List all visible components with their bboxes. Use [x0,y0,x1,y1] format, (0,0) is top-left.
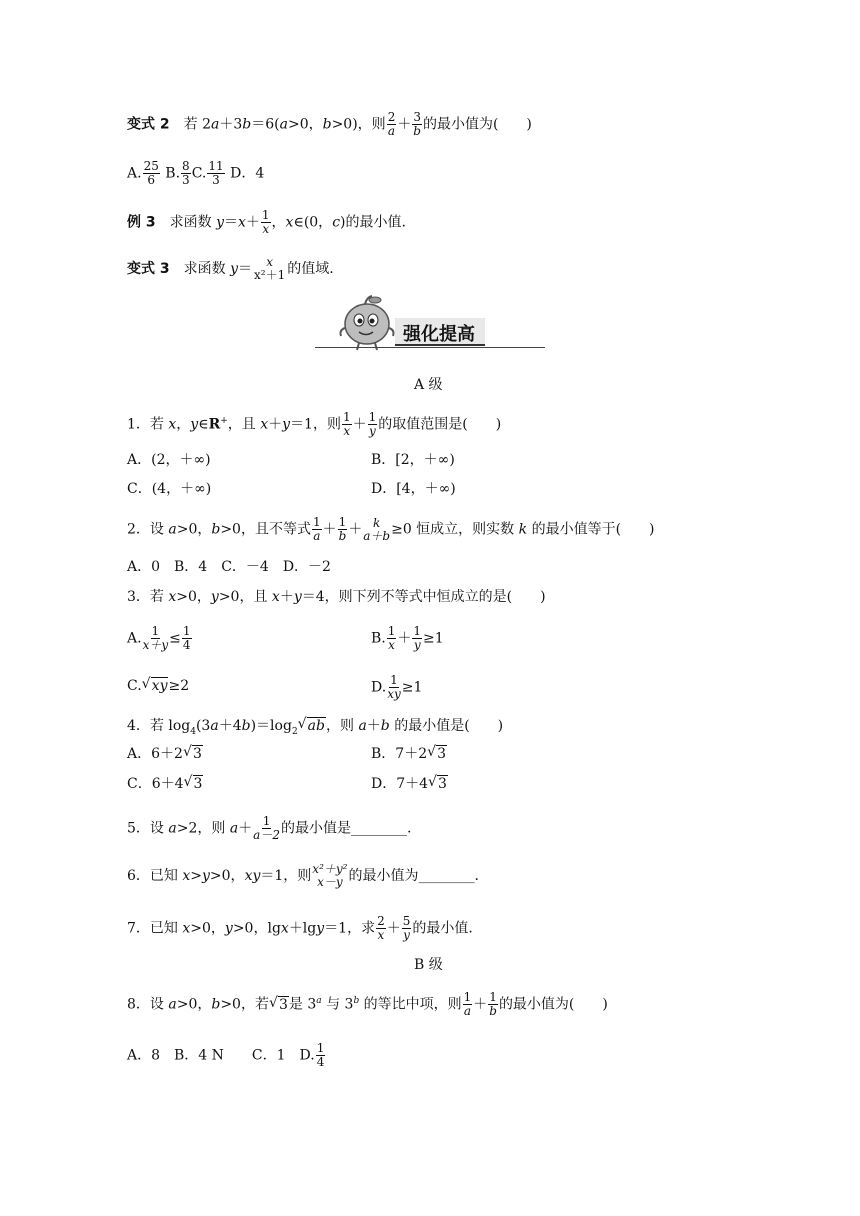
fraction [368,411,378,438]
denominator: a [387,124,396,138]
text: ＋ [352,416,367,433]
denominator: xy [387,687,401,701]
q3-option-d [371,674,422,701]
question-5 [127,815,411,842]
text: ＝1，则 [260,868,312,884]
q4-option-a [127,744,203,764]
text: A．6＋2 [127,746,183,762]
fraction [261,209,271,236]
text: D. [371,679,387,696]
denominator: 4 [182,638,191,652]
text: >0，若 [220,996,269,1013]
sqrt: √ 3 [182,744,202,762]
text: b [242,116,252,133]
text: C. [127,678,142,694]
text: 1．若 [127,416,169,433]
text: >0， [176,521,212,538]
question-8 [127,991,608,1018]
sqrt-content: 3 [438,776,447,792]
numerator: x [266,255,273,269]
text: 的最小值为________. [348,868,479,884]
text: + [220,416,228,426]
text: 与 3 [321,996,354,1013]
text: >0，lg [232,920,281,937]
text: b [211,996,221,1013]
text: 8．设 [127,996,169,1013]
numerator: 1 [182,624,191,638]
text: D．7＋4 [371,776,429,792]
text: 7．已知 [127,920,183,937]
numerator: 25 [143,159,159,173]
sqrt-content: 3 [192,746,202,762]
text: 的最小值等于( ) [527,521,655,538]
text: 若 2 [183,116,211,133]
text: a [358,718,367,734]
fraction [253,815,280,842]
text: C．6＋4 [127,776,184,792]
numerator: 1 [316,1041,325,1055]
sqrt: √ 3 [268,994,288,1013]
text: A. [127,165,142,182]
text: ≤ [169,630,181,647]
text: xy [244,868,261,884]
numerator: 1 [342,410,351,425]
apple-mascot-icon [337,294,401,352]
text: ＋ [268,416,283,433]
text: 的最小值. [412,920,473,937]
denominator: a＋b [363,528,391,543]
denominator: y [413,638,421,652]
denominator: x [388,638,395,652]
text: a [279,116,288,133]
text: >0， [176,996,212,1013]
text: ＋ [397,630,412,647]
fraction [387,625,397,652]
text: a [168,996,177,1013]
sqrt-content: 3 [437,746,447,762]
text: x [168,589,177,605]
text: x [271,589,280,605]
text: ∈(0， [293,214,333,231]
fraction [342,411,352,438]
numerator: 1 [463,990,472,1005]
fraction [143,160,160,187]
text: )＝log [250,718,292,734]
denominator: 4 [316,1055,325,1069]
variant3-label: 变式 3 [127,261,170,277]
fraction [338,516,348,543]
text: 6．已知 [127,868,183,884]
text: x [182,920,191,937]
text: x [260,416,269,433]
sqrt-content: ab [307,718,325,734]
fraction [402,915,412,942]
text: ≥1 [401,679,423,696]
numerator: 2 [387,110,396,124]
text: 求函数 [183,261,231,277]
text: 的最小值为( ) [498,996,608,1013]
denominator: x＋y [142,638,169,652]
section-title: 强化提高 [403,324,475,345]
sqrt: √ ab [297,716,325,734]
text: B. [160,165,181,182]
section-title-box [395,318,485,346]
text: y [190,416,199,433]
text: a [168,820,177,837]
text: ，则 [325,718,359,734]
text: >0，且 [218,589,272,605]
fraction [312,863,347,889]
text: y [282,416,291,433]
text: 2 [291,726,298,737]
denominator: b [489,1004,497,1019]
text: >2，则 [176,820,230,837]
fraction [253,256,286,282]
question-2 [127,516,655,543]
question-1 [127,411,501,438]
text: 的最小值是________. [280,820,412,837]
text: A. [127,630,142,647]
fraction [387,674,401,701]
text: y [230,261,238,277]
question-4 [127,716,503,742]
text: b [353,996,360,1006]
q8-options [127,1042,326,1069]
question-7 [127,915,473,942]
text: 4 [190,726,196,737]
text: > [190,868,202,884]
denominator: x²＋1 [254,268,286,282]
text: y [210,589,219,605]
denominator: x [262,222,270,236]
text: ≥1 [423,630,444,647]
sqrt: √ 3 [427,744,447,762]
text: ≥2 [168,678,190,694]
numerator: 5 [402,914,411,928]
denominator: b [413,124,421,138]
text: ＋lg [288,920,317,937]
fraction [207,160,224,187]
sqrt: √ xy [141,676,168,694]
numerator: 1 [413,624,422,638]
denominator: a [313,529,321,543]
text: 3．若 [127,589,169,605]
numerator: 2 [377,914,385,928]
text: R [208,416,221,433]
denominator: b [338,529,347,543]
q3-option-c [127,676,189,696]
text: 的等比中项，则 [359,996,462,1013]
variant2-options [127,160,264,187]
text: 2．设 [127,521,169,538]
text: a [316,996,322,1006]
text: y [202,868,210,884]
text: ＝ [238,261,252,277]
denominator: y [369,424,376,439]
sqrt: √ 3 [428,774,447,792]
fraction [412,111,422,138]
q1-option-d: D．[4，＋∞) [371,481,456,497]
example3-label: 例 3 [127,214,156,231]
fraction [312,516,322,543]
text: B. [371,630,386,647]
text: B．7＋2 [371,746,428,762]
text: 的取值范围是( ) [378,416,502,433]
q1-option-b: B．[2，＋∞) [371,452,455,468]
text: x [182,868,191,884]
denominator: x－y [317,875,343,889]
text: ＝6( [251,116,280,133]
text: b [380,718,390,734]
text: >0， [176,589,211,605]
q4-option-b [371,744,447,764]
example3-line [127,209,406,236]
text: )的最小值. [340,214,406,231]
text: ， [271,214,286,231]
text: y [224,920,233,937]
text: ＋ [245,214,260,231]
text: >0， [209,868,245,884]
sqrt-content: 3 [278,996,288,1013]
text: >0， [190,920,225,937]
fraction [488,991,498,1018]
numerator: 1 [489,990,497,1005]
text: a [210,116,220,133]
text: ＝ [224,214,238,231]
text: ＋ [348,521,363,538]
denominator: 3 [182,173,190,187]
numerator: 1 [338,515,347,529]
text: a [229,820,239,837]
numerator: 1 [390,673,398,687]
text: b [322,116,332,133]
text: 的最小值为( ) [422,116,532,133]
text: ＋ [386,920,401,937]
fraction [463,991,473,1018]
text: A．8 B．4 N C．1 D. [127,1047,315,1064]
sqrt-content: xy [151,678,168,694]
denominator: x [377,928,385,942]
q3-option-a [127,625,193,652]
sqrt: √ 3 [183,774,203,792]
denominator: a－2 [253,828,280,842]
text: (3 [195,718,211,734]
text: ， [176,416,191,433]
denominator: y [403,928,410,942]
fraction [181,160,191,187]
section-divider [315,347,545,348]
q3-option-b [371,625,444,652]
text: b [241,718,251,734]
text: y [216,214,224,231]
fraction [412,625,422,652]
text: 求函数 [169,214,217,231]
text: ＋3 [219,116,243,133]
variant3-line [127,256,334,282]
numerator: 1 [368,410,377,425]
text: 的最小值是( ) [389,718,504,734]
numerator: k [373,515,381,530]
text: 5．设 [127,820,169,837]
text: >0)，则 [331,116,386,133]
q2-options: A．0 B．4 C．－4 D．－2 [127,559,331,575]
variant2-line [127,111,532,138]
level-a-heading: A 级 [414,377,443,393]
text: ＝1，则 [290,416,341,433]
text: ，且 [227,416,261,433]
sqrt-content: 3 [193,776,203,792]
denominator: 6 [147,173,156,187]
numerator: 11 [208,159,224,173]
text: ＝4，则下列不等式中恒成立的是( ) [301,589,546,605]
q4-option-d [371,774,448,794]
numerator: x²＋y² [312,862,348,876]
variant2-label: 变式 2 [127,116,170,133]
text: C. [191,165,207,182]
text: c [332,214,341,231]
text: a [168,521,177,538]
text: ＋ [366,718,381,734]
text: ∈ [198,416,209,433]
fraction [363,517,390,543]
text: y [293,589,302,605]
text: x [168,416,177,433]
denominator: a [463,1004,472,1019]
text: >0， [287,116,323,133]
fraction [387,111,397,138]
fraction [182,625,192,652]
q1-option-a: A．(2，＋∞) [127,452,211,468]
fraction [316,1042,326,1069]
text: 的值域. [287,261,334,277]
q4-option-c [127,774,203,794]
text: a [210,718,219,734]
numerator: 1 [261,208,270,222]
text: ＋ [473,996,488,1013]
numerator: 1 [387,624,396,638]
numerator: 1 [262,814,271,828]
text: k [518,521,528,538]
numerator: 8 [182,159,190,173]
text: x [280,920,289,937]
text: ＋4 [218,718,242,734]
text: ≥0 恒成立，则实数 [391,521,519,538]
text: 是 3 [288,996,317,1013]
section-header [315,294,545,350]
level-b-heading: B 级 [414,957,443,973]
text: ＋ [322,521,337,538]
q1-option-c: C．(4，＋∞) [127,481,212,497]
denominator: 3 [212,173,220,187]
text: 4．若 log [127,718,191,734]
text: ＋ [279,589,294,605]
denominator: x [343,424,351,439]
text: >0，且不等式 [220,521,311,538]
text: y [316,920,325,937]
text: b [211,521,221,538]
fraction [376,915,386,942]
text: x [285,214,294,231]
text: D．4 [225,165,265,182]
text: ＝1，求 [324,920,376,937]
text: ＋ [238,820,253,837]
fraction [143,625,169,652]
numerator: 1 [151,624,160,638]
question-6 [127,863,479,889]
numerator: 1 [312,515,321,529]
text: ＋ [397,116,412,133]
question-3 [127,587,546,607]
text: x [238,214,246,231]
numerator: 3 [413,110,421,124]
